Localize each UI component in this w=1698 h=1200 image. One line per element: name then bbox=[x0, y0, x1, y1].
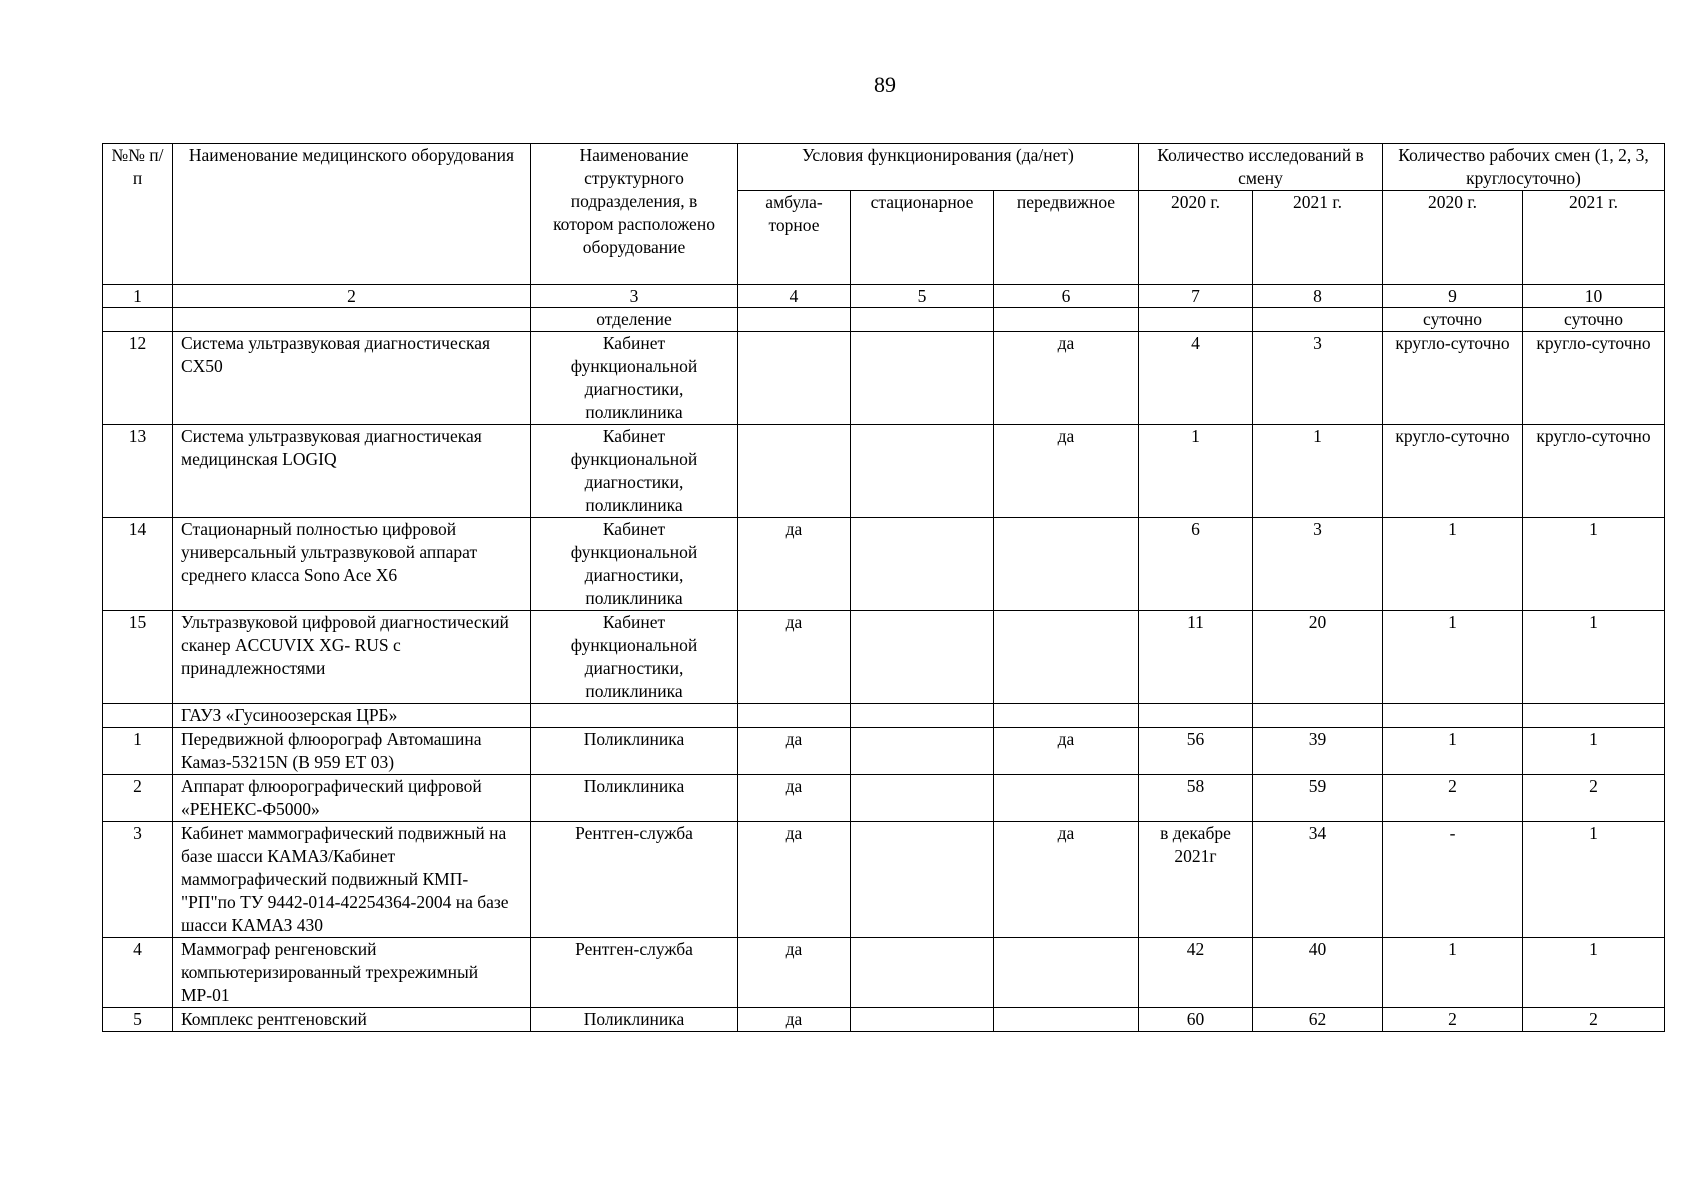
table-cell: 40 bbox=[1253, 938, 1383, 1008]
table-row bbox=[103, 332, 1665, 425]
table-cell bbox=[851, 518, 994, 611]
table-cell bbox=[103, 308, 173, 332]
table-cell: 58 bbox=[1139, 775, 1253, 822]
table-cell bbox=[994, 518, 1139, 611]
table-cell bbox=[738, 704, 851, 728]
table-cell: Кабинет функциональной диагностики, поликлиника bbox=[531, 425, 738, 518]
table-cell: 5 bbox=[851, 285, 994, 308]
table-cell: Рентген-служба bbox=[531, 822, 738, 938]
table-cell bbox=[173, 308, 531, 332]
table-cell: 1 bbox=[103, 728, 173, 775]
table-cell: 20 bbox=[1253, 611, 1383, 704]
table-cell bbox=[531, 704, 738, 728]
column-number-row bbox=[103, 285, 1665, 308]
table-cell: 42 bbox=[1139, 938, 1253, 1008]
table-cell: в декабре 2021г bbox=[1139, 822, 1253, 938]
table-cell: 9 bbox=[1383, 285, 1523, 308]
table-cell bbox=[1139, 308, 1253, 332]
header-studies-2021: 2021 г. bbox=[1253, 191, 1383, 285]
table-cell: 62 bbox=[1253, 1008, 1383, 1032]
table-cell: 8 bbox=[1253, 285, 1383, 308]
table-cell: 1 bbox=[1523, 611, 1665, 704]
page-number: 89 bbox=[874, 72, 896, 97]
table-cell: 1 bbox=[1383, 938, 1523, 1008]
table-cell: да bbox=[994, 332, 1139, 425]
table-cell bbox=[851, 1008, 994, 1032]
table-cell: да bbox=[738, 938, 851, 1008]
table-cell bbox=[851, 728, 994, 775]
continuation-row bbox=[103, 308, 1665, 332]
table-cell: Поликлиника bbox=[531, 1008, 738, 1032]
table-cell: Поликлиника bbox=[531, 728, 738, 775]
table-row bbox=[103, 938, 1665, 1008]
table-cell: 7 bbox=[1139, 285, 1253, 308]
table-cell: 13 bbox=[103, 425, 173, 518]
table-cell: 56 bbox=[1139, 728, 1253, 775]
table-cell: Ультразвуковой цифровой диагностический сканер ACCUVIX XG- RUS с принадлежностями bbox=[173, 611, 531, 704]
table-cell: 14 bbox=[103, 518, 173, 611]
table-cell: 1 bbox=[1523, 728, 1665, 775]
table-cell bbox=[851, 938, 994, 1008]
table-cell: 6 bbox=[994, 285, 1139, 308]
header-cond-amb: амбула-торное bbox=[738, 191, 851, 285]
table-cell bbox=[851, 775, 994, 822]
table-cell: да bbox=[738, 518, 851, 611]
header-shifts-2021: 2021 г. bbox=[1523, 191, 1665, 285]
table-cell bbox=[994, 1008, 1139, 1032]
table-cell bbox=[994, 611, 1139, 704]
header-name: Наименование медицинского оборудования bbox=[173, 144, 531, 285]
table-row bbox=[103, 775, 1665, 822]
header-shifts: Количество рабочих смен (1, 2, 3, круглосуточно) bbox=[1383, 144, 1665, 191]
table-cell: да bbox=[994, 822, 1139, 938]
table-cell: 1 bbox=[1383, 728, 1523, 775]
table-cell: Кабинет функциональной диагностики, поликлиника bbox=[531, 332, 738, 425]
table-cell bbox=[1253, 704, 1383, 728]
table-row bbox=[103, 611, 1665, 704]
table-cell: 4 bbox=[738, 285, 851, 308]
table-cell bbox=[738, 308, 851, 332]
header-num: №№ п/п bbox=[103, 144, 173, 285]
table-cell: 34 bbox=[1253, 822, 1383, 938]
table-row bbox=[103, 1008, 1665, 1032]
table-cell: 2 bbox=[1523, 775, 1665, 822]
table-cell bbox=[103, 704, 173, 728]
table-cell bbox=[738, 332, 851, 425]
table-cell: 10 bbox=[1523, 285, 1665, 308]
table-cell: 15 bbox=[103, 611, 173, 704]
header-shifts-2020: 2020 г. bbox=[1383, 191, 1523, 285]
header-cond-mobile: передвижное bbox=[994, 191, 1139, 285]
table-cell: 3 bbox=[531, 285, 738, 308]
table-cell: Маммограф ренгеновский компьютеризированный трехрежимный МР-01 bbox=[173, 938, 531, 1008]
table-cell bbox=[994, 308, 1139, 332]
table-cell: Система ультразвуковая диагностическая CX50 bbox=[173, 332, 531, 425]
table-cell: отделение bbox=[531, 308, 738, 332]
table-cell: Система ультразвуковая диагностичекая медицинская LOGIQ bbox=[173, 425, 531, 518]
table-cell: Кабинет функциональной диагностики, поликлиника bbox=[531, 518, 738, 611]
header-conditions: Условия функционирования (да/нет) bbox=[738, 144, 1139, 191]
table-cell: да bbox=[738, 728, 851, 775]
table-cell bbox=[851, 332, 994, 425]
header-studies: Количество исследований в смену bbox=[1139, 144, 1383, 191]
table-cell: Кабинет функциональной диагностики, поликлиника bbox=[531, 611, 738, 704]
table-cell: 1 bbox=[1383, 611, 1523, 704]
table-cell: 1 bbox=[1253, 425, 1383, 518]
table-cell: да bbox=[738, 822, 851, 938]
table-cell bbox=[994, 775, 1139, 822]
table-cell bbox=[851, 308, 994, 332]
table-cell bbox=[1139, 704, 1253, 728]
equipment-table bbox=[102, 143, 1665, 1032]
table-cell: да bbox=[738, 775, 851, 822]
table-cell: 2 bbox=[1383, 1008, 1523, 1032]
table-cell: 6 bbox=[1139, 518, 1253, 611]
table-cell: 1 bbox=[1523, 822, 1665, 938]
table-cell: Передвижной флюорограф Автомашина Камаз-53215N (В 959 ЕТ 03) bbox=[173, 728, 531, 775]
table-cell bbox=[1523, 704, 1665, 728]
header-studies-2020: 2020 г. bbox=[1139, 191, 1253, 285]
table-row bbox=[103, 518, 1665, 611]
table-row bbox=[103, 425, 1665, 518]
table-cell: 60 bbox=[1139, 1008, 1253, 1032]
table-cell bbox=[1383, 704, 1523, 728]
table-cell bbox=[994, 938, 1139, 1008]
table-cell: Комплекс рентгеновский bbox=[173, 1008, 531, 1032]
table-cell: 59 bbox=[1253, 775, 1383, 822]
table-cell bbox=[851, 425, 994, 518]
table-cell: кругло-суточно bbox=[1523, 332, 1665, 425]
header-row-1 bbox=[103, 144, 1665, 191]
table-cell bbox=[1253, 308, 1383, 332]
table-cell: да bbox=[994, 425, 1139, 518]
table-cell: да bbox=[738, 611, 851, 704]
table-cell bbox=[851, 704, 994, 728]
table-cell: 2 bbox=[1523, 1008, 1665, 1032]
table-cell: 5 bbox=[103, 1008, 173, 1032]
table-cell bbox=[738, 425, 851, 518]
table-cell: 12 bbox=[103, 332, 173, 425]
table-cell: 4 bbox=[103, 938, 173, 1008]
header-cond-stat: стационарное bbox=[851, 191, 994, 285]
table-cell: 11 bbox=[1139, 611, 1253, 704]
table-cell: 2 bbox=[103, 775, 173, 822]
table-cell: 39 bbox=[1253, 728, 1383, 775]
table-cell: 1 bbox=[103, 285, 173, 308]
table-cell bbox=[994, 704, 1139, 728]
table-cell: 1 bbox=[1139, 425, 1253, 518]
table-cell: 2 bbox=[1383, 775, 1523, 822]
table-cell: суточно bbox=[1383, 308, 1523, 332]
table-cell: Кабинет маммографический подвижный на базе шасси КАМАЗ/Кабинет маммографический подвижный КМП-"РП"по ТУ 9442-014-42254364-2004 на базе шасси КАМАЗ 430 bbox=[173, 822, 531, 938]
table-cell: Поликлиника bbox=[531, 775, 738, 822]
table-cell: да bbox=[994, 728, 1139, 775]
table-cell: 3 bbox=[1253, 518, 1383, 611]
table-cell: 3 bbox=[1253, 332, 1383, 425]
header-unit: Наименование структурного подразделения, в котором расположено оборудование bbox=[531, 144, 738, 285]
table-cell: Рентген-служба bbox=[531, 938, 738, 1008]
section-row bbox=[103, 704, 1665, 728]
table-cell: суточно bbox=[1523, 308, 1665, 332]
table-cell: 3 bbox=[103, 822, 173, 938]
table-cell: 1 bbox=[1523, 938, 1665, 1008]
table-cell: кругло-суточно bbox=[1383, 425, 1523, 518]
table-cell: 4 bbox=[1139, 332, 1253, 425]
table-cell bbox=[851, 611, 994, 704]
table-cell: 2 bbox=[173, 285, 531, 308]
table-row bbox=[103, 822, 1665, 938]
table-cell bbox=[851, 822, 994, 938]
table-cell: кругло-суточно bbox=[1523, 425, 1665, 518]
table-row bbox=[103, 728, 1665, 775]
table-cell: Аппарат флюорографический цифровой «РЕНЕКС-Ф5000» bbox=[173, 775, 531, 822]
table-cell: 1 bbox=[1383, 518, 1523, 611]
table-cell: да bbox=[738, 1008, 851, 1032]
table-cell: 1 bbox=[1523, 518, 1665, 611]
table-cell: Стационарный полностью цифровой универсальный ультразвуковой аппарат среднего класса Sono Ace X6 bbox=[173, 518, 531, 611]
table-cell: - bbox=[1383, 822, 1523, 938]
section-title: ГАУЗ «Гусиноозерская ЦРБ» bbox=[173, 704, 531, 728]
table-cell: кругло-суточно bbox=[1383, 332, 1523, 425]
